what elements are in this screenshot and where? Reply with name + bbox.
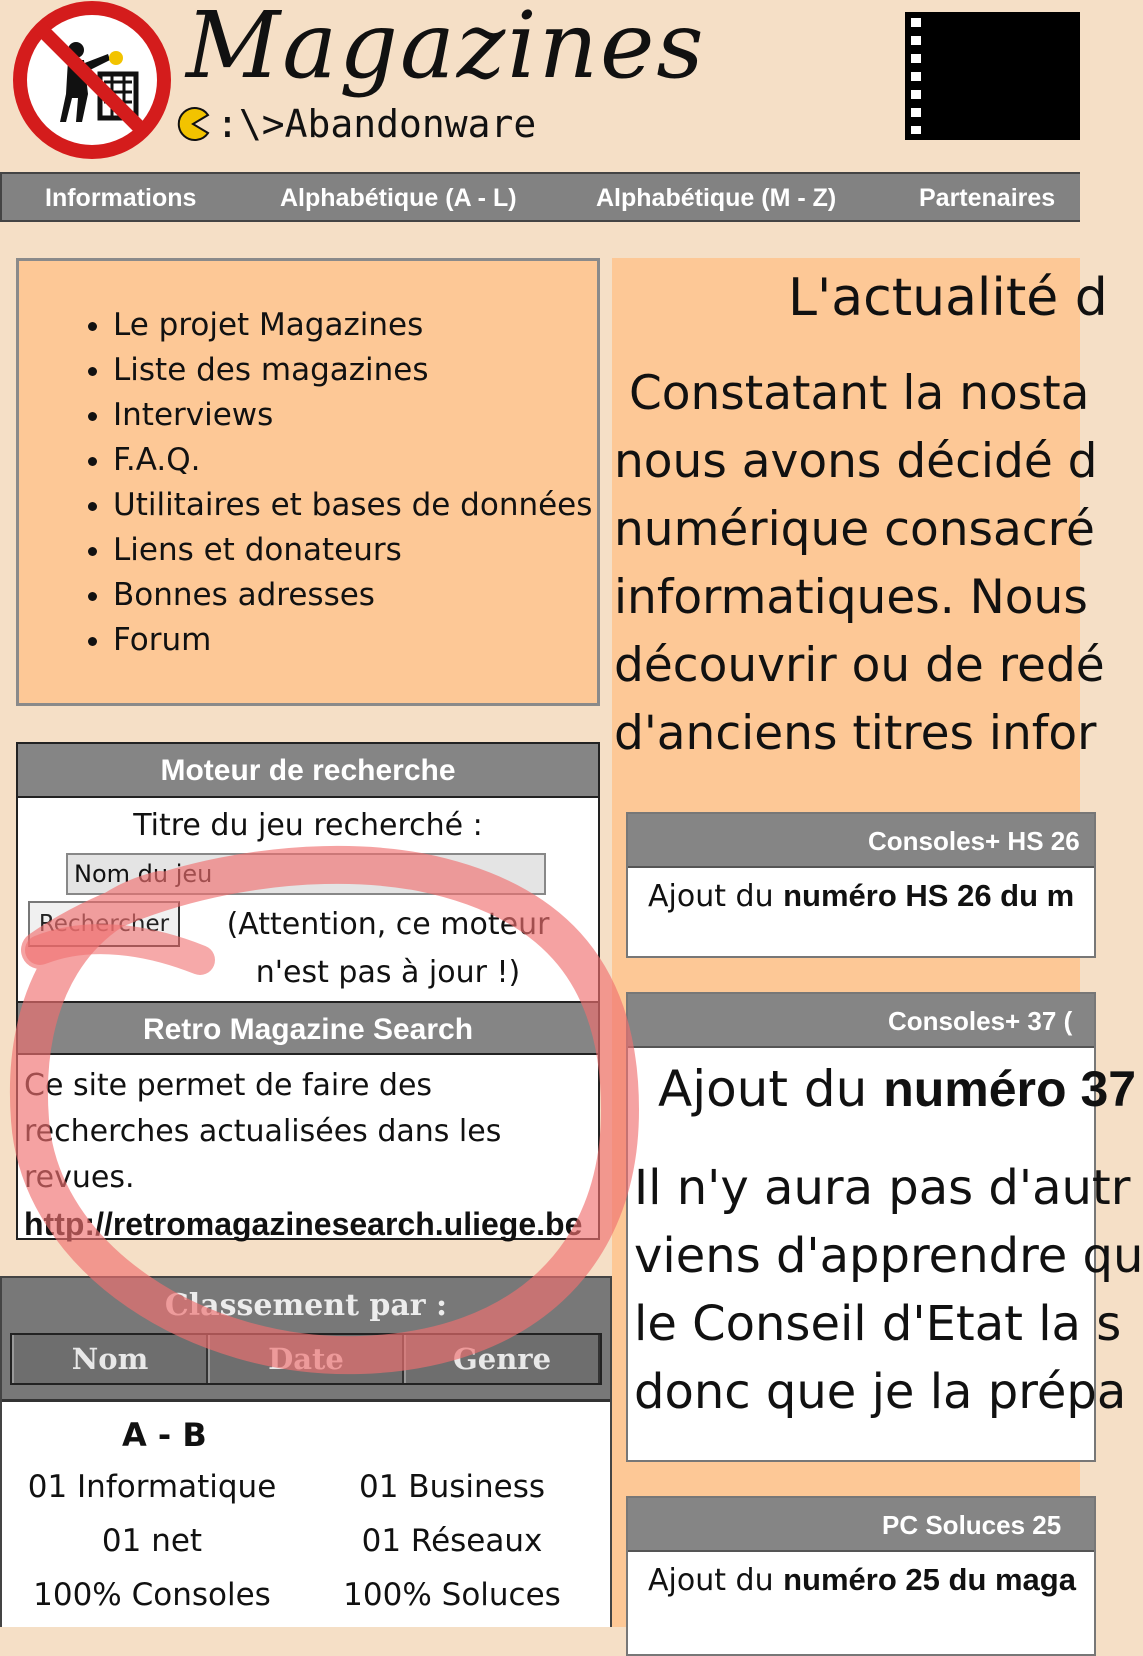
menu-item-projet[interactable]: • Le projet Magazines: [113, 303, 597, 348]
retro-search-body: [18, 1055, 598, 1255]
search-input[interactable]: [66, 853, 546, 895]
tab-nom[interactable]: Nom: [12, 1335, 208, 1383]
film-holes: [911, 18, 921, 134]
news-card-line: Il n'y aura pas d'autr: [634, 1160, 1131, 1216]
search-heading: Moteur de recherche: [18, 744, 598, 798]
news-card-heading[interactable]: PC Soluces 25: [628, 1498, 1094, 1552]
search-label: Titre du jeu recherché :: [133, 808, 483, 843]
menu-item-liste[interactable]: • Liste des magazines: [113, 348, 597, 393]
nav-alpha-m-z[interactable]: Alphabétique (M - Z): [596, 184, 837, 212]
news-card-line: le Conseil d'Etat la s: [634, 1296, 1122, 1352]
site-subtitle-text: :\>Abandonware: [216, 102, 537, 146]
tab-genre[interactable]: Genre: [404, 1335, 600, 1383]
news-card-headline: [628, 1048, 1137, 1118]
menu-item-forum[interactable]: • Forum: [113, 618, 597, 663]
menu-item-utilitaires[interactable]: • Utilitaires et bases de données: [113, 483, 597, 528]
news-intro-line: découvrir ou de redé: [614, 638, 1105, 693]
news-intro-line: d'anciens titres infor: [614, 706, 1097, 761]
classement-letters: A - B: [122, 1416, 207, 1454]
menu-item-faq[interactable]: • F.A.Q.: [113, 438, 597, 483]
news-card-body: [628, 868, 1094, 924]
site-subtitle: [176, 102, 536, 146]
search-row: [28, 901, 598, 997]
site-title[interactable]: Magazines: [186, 0, 706, 99]
magazine-link[interactable]: 01 Réseaux: [361, 1523, 543, 1559]
menu-item-adresses[interactable]: • Bonnes adresses: [113, 573, 597, 618]
retro-search-heading: Retro Magazine Search: [18, 1001, 598, 1055]
news-card-paragraph: [628, 1118, 1143, 1426]
film-strip-banner[interactable]: [905, 12, 1080, 140]
menu-item-liens[interactable]: • Liens et donateurs: [113, 528, 597, 573]
search-warning: (Attention, ce moteur n'est pas à jour !): [226, 907, 550, 990]
news-card: [626, 992, 1143, 1462]
magazine-link[interactable]: 01 Business: [359, 1469, 545, 1505]
magazine-link[interactable]: 100% Consoles: [33, 1577, 271, 1613]
nav-informations[interactable]: Informations: [45, 184, 197, 212]
news-card-link[interactable]: numéro HS 26 du m: [783, 878, 1075, 913]
news-card: [626, 812, 1096, 958]
news-intro: [614, 360, 1105, 768]
classement-tabs: [10, 1333, 602, 1385]
site-menu: [16, 258, 600, 706]
news-card-body: [628, 1552, 1094, 1608]
news-card-link[interactable]: numéro 25 du maga: [783, 1562, 1076, 1597]
news-intro-line: informatiques. Nous: [614, 570, 1088, 625]
tab-date[interactable]: Date: [208, 1335, 404, 1383]
magazine-link[interactable]: 01 Informatique: [27, 1469, 277, 1505]
menu-item-interviews[interactable]: • Interviews: [113, 393, 597, 438]
news-card: [626, 1496, 1096, 1656]
news-card-text: Ajout du: [648, 879, 784, 914]
retro-search-text: Ce site permet de faire des recherches actualisées dans les revues.: [24, 1068, 502, 1195]
news-card-line: viens d'apprendre qu: [634, 1228, 1143, 1284]
news-card-link[interactable]: numéro 37: [883, 1061, 1137, 1117]
news-card-heading[interactable]: Consoles+ 37 (: [628, 994, 1094, 1048]
news-card-text: Ajout du: [648, 1563, 784, 1598]
news-card-heading[interactable]: Consoles+ HS 26: [628, 814, 1094, 868]
nav-partenaires[interactable]: Partenaires: [919, 184, 1056, 212]
classement-title: Classement par :: [164, 1288, 448, 1323]
news-intro-line: nous avons décidé d: [614, 434, 1098, 489]
magazine-link[interactable]: 100% Soluces: [343, 1577, 561, 1613]
nav-alpha-a-l[interactable]: Alphabétique (A - L): [280, 184, 517, 212]
search-panel: [16, 742, 600, 1240]
no-littering-icon[interactable]: [12, 2, 172, 158]
news-card-text: Ajout du: [658, 1060, 884, 1118]
search-button[interactable]: Rechercher: [28, 901, 180, 947]
site-header: [0, 0, 1080, 168]
main-nav: [0, 172, 1080, 222]
news-title: L'actualité d: [788, 268, 1108, 328]
retro-search-link[interactable]: http://retromagazinesearch.uliege.be: [24, 1206, 583, 1242]
news-column: [612, 258, 1143, 1627]
classement-header: [2, 1278, 610, 1402]
news-card-line: donc que je la prépa: [634, 1364, 1127, 1420]
news-intro-line: numérique consacré: [614, 502, 1095, 557]
classement-panel: [0, 1276, 612, 1627]
magazine-list: [2, 1460, 610, 1622]
magazine-link[interactable]: 01 net: [101, 1523, 203, 1559]
pacman-icon: [176, 107, 210, 141]
news-intro-line: Constatant la nosta: [614, 366, 1090, 421]
